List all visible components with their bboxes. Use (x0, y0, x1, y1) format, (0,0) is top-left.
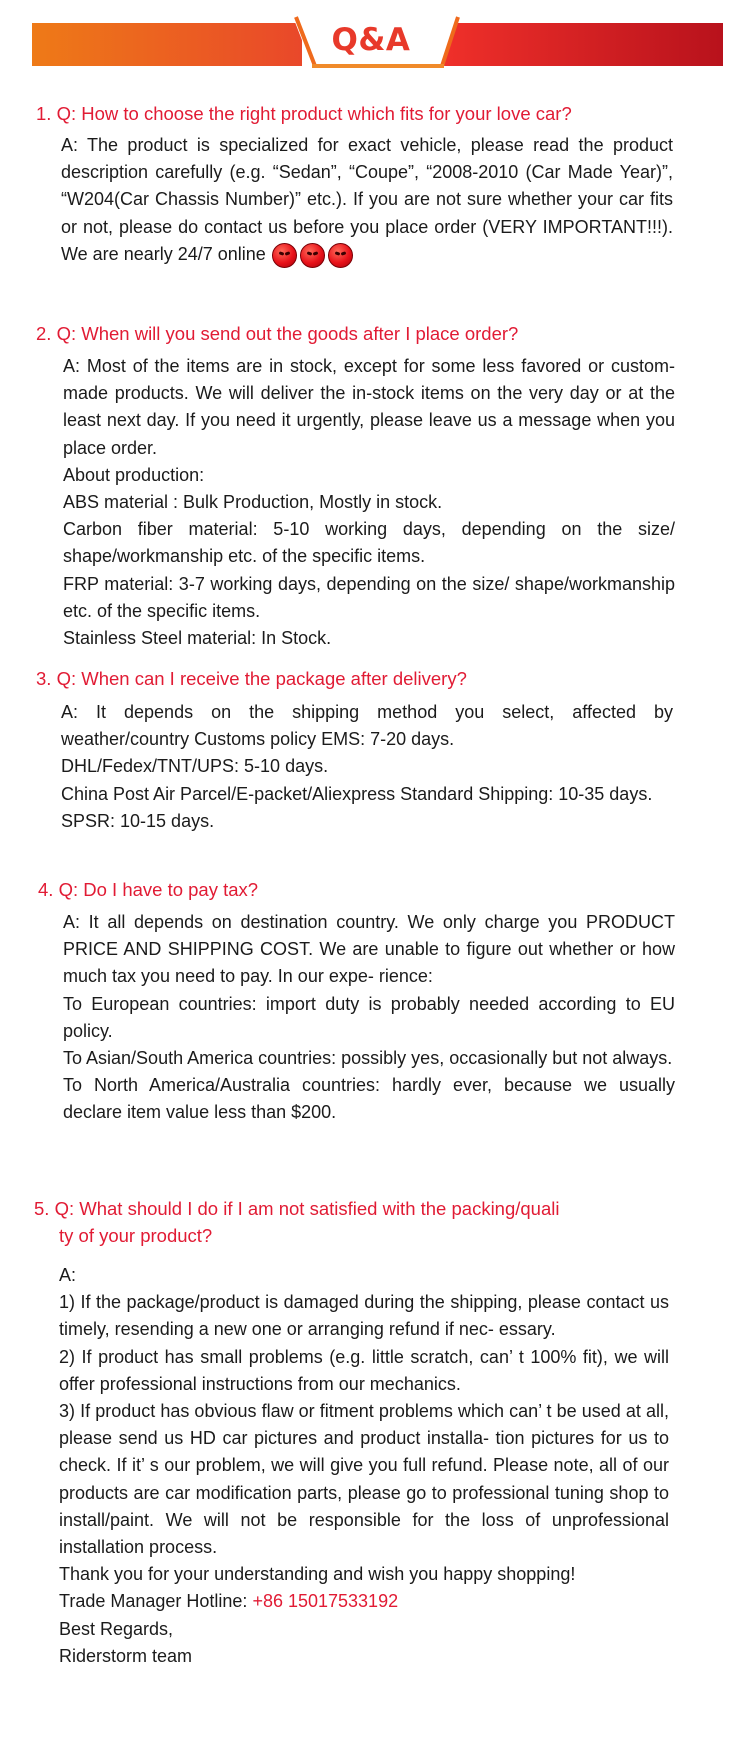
question-number: 2. (36, 323, 52, 344)
hotline-line (59, 1588, 669, 1615)
answer-text: DHL/Fedex/TNT/UPS: 5-10 days. (61, 756, 329, 777)
angry-face-icons (272, 243, 353, 268)
question-5-continued (59, 1222, 212, 1249)
answer-4 (63, 909, 675, 1127)
answer-3 (61, 699, 673, 835)
answer-text: Stainless Steel material: In Stock. (63, 628, 332, 649)
question-2 (36, 320, 518, 347)
answer-text: A: It depends on the shipping method you select, affected by weather/country Customs policy EMS: 7-20 days. (61, 702, 673, 750)
question-number: 3. (36, 668, 52, 689)
answer-text: SPSR: 10-15 days. (61, 810, 215, 831)
answer-text: A: (59, 1265, 77, 1285)
team-signature: Riderstorm team (59, 1645, 193, 1666)
angry-face-icon (328, 243, 353, 268)
answer-text: 1) If the package/product is damaged during the shipping, please contact us timely, resending a new one or arranging refund if nec- essary. (59, 1292, 669, 1340)
question-text: ty of your product? (59, 1225, 213, 1246)
answer-text: About production: (63, 464, 205, 485)
answer-text: Carbon fiber material: 5-10 working days, depending on the size/ shape/workmanship etc. of the specific items. (63, 519, 675, 567)
question-number: 1. (36, 103, 52, 124)
angry-face-icon (272, 243, 297, 268)
question-3 (36, 665, 467, 692)
question-5 (34, 1195, 559, 1222)
answer-text: A: The product is specialized for exact vehicle, please read the product description carefully (e.g. “Sedan”, “Coupe”, “2008-2010 (Car Made Year)”, “W204(Car Chassis Number)” etc.). If you are not sure whether your car fits or not, please do contact us before you place order (VERY IMPORTANT!!!). We are nearly 24/7 online (61, 135, 673, 264)
qa-banner (0, 0, 750, 90)
answer-text: A: It all depends on destination country. We only charge you PRODUCT PRICE AND SHIPPING COST. We are unable to figure out whether or how much tax you need to pay. In our expe- rience: (63, 912, 675, 987)
question-text: Q: What should I do if I am not satisfied with the packing/quali (54, 1198, 560, 1219)
angry-face-icon (300, 243, 325, 268)
answer-2 (63, 353, 675, 652)
answer-text: 2) If product has small problems (e.g. little scratch, can’ t 100% fit), we will offer professional instructions from our mechanics. (59, 1346, 669, 1394)
answer-text: To North America/Australia countries: hardly ever, because we usually declare item value less than $200. (63, 1075, 675, 1123)
answer-text: A: Most of the items are in stock, except for some less favored or custom-made products. We will deliver the in-stock items on the very day or at the least next day. If you need it urgently, please leave us a message when you place order. (63, 356, 675, 458)
answer-text: China Post Air Parcel/E-packet/Aliexpress Standard Shipping: 10-35 days. (61, 783, 653, 804)
question-number: 4. (38, 879, 54, 900)
question-1 (36, 100, 572, 127)
question-text: Q: Do I have to pay tax? (58, 879, 259, 900)
regards-text: Best Regards, (59, 1618, 174, 1639)
answer-5 (59, 1262, 669, 1670)
question-4 (38, 876, 258, 903)
question-text: Q: When will you send out the goods after I place order? (56, 323, 519, 344)
question-number: 5. (34, 1198, 50, 1219)
answer-text: Thank you for your understanding and wish you happy shopping! (59, 1564, 576, 1585)
answer-text: To European countries: import duty is probably needed according to EU policy. (63, 993, 675, 1041)
hotline-number: +86 15017533192 (252, 1591, 399, 1612)
question-text: Q: When can I receive the package after delivery? (56, 668, 467, 689)
answer-1 (61, 132, 673, 268)
question-text: Q: How to choose the right product which fits for your love car? (56, 103, 572, 124)
answer-text: ABS material : Bulk Production, Mostly in stock. (63, 492, 443, 513)
answer-text: FRP material: 3-7 working days, depending on the size/ shape/workmanship etc. of the specific items. (63, 573, 675, 621)
hotline-label: Trade Manager Hotline: (59, 1591, 253, 1612)
answer-text: To Asian/South America countries: possibly yes, occasionally but not always. (63, 1048, 673, 1069)
answer-text: 3) If product has obvious flaw or fitment problems which can’ t be used at all, please send us HD car pictures and product installa- tion pictures for us to check. If it’ s our problem, we will give you full refund. Please note, all of our products are car modification parts, please go to professional tuning shop to install/paint. We will not be responsible for the loss of unprofessional installation process. (59, 1401, 669, 1558)
page-title: Q&A (331, 22, 411, 58)
